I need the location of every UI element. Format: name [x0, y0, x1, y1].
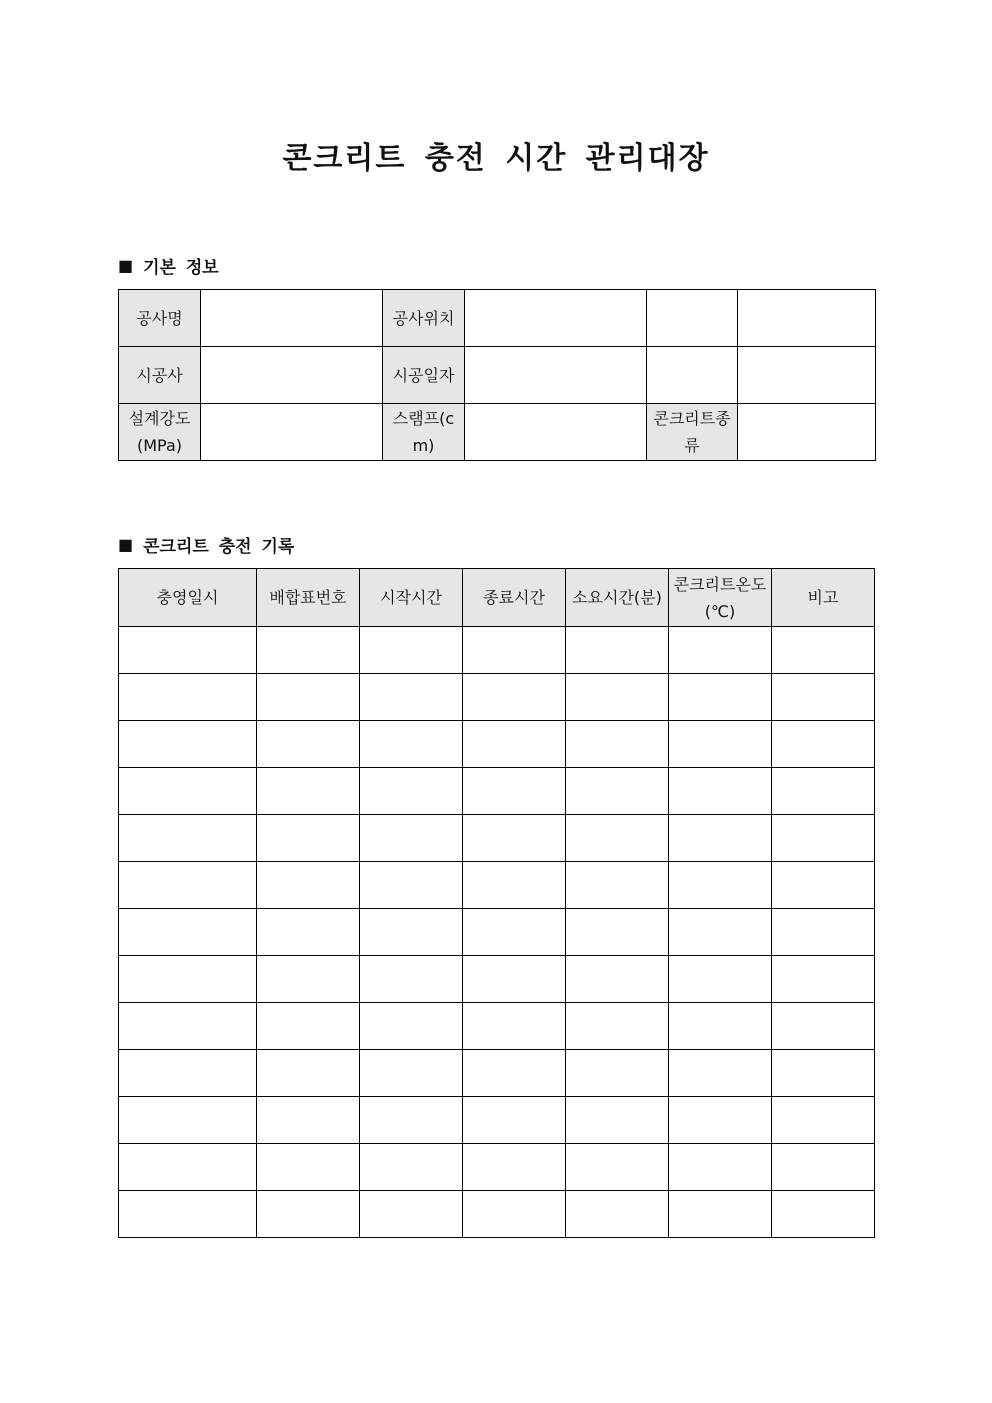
record-cell[interactable] — [257, 768, 360, 815]
record-cell[interactable] — [463, 627, 566, 674]
record-cell[interactable] — [463, 674, 566, 721]
record-cell[interactable] — [119, 1191, 257, 1238]
record-cell[interactable] — [463, 862, 566, 909]
record-cell[interactable] — [463, 1003, 566, 1050]
info-label: 설계강도(MPa) — [119, 404, 201, 461]
record-cell[interactable] — [772, 815, 875, 862]
record-cell[interactable] — [119, 956, 257, 1003]
record-cell[interactable] — [257, 909, 360, 956]
record-cell[interactable] — [119, 1003, 257, 1050]
info-value-field[interactable] — [738, 404, 876, 461]
record-cell[interactable] — [669, 1191, 772, 1238]
record-cell[interactable] — [669, 1050, 772, 1097]
record-cell[interactable] — [566, 627, 669, 674]
basic-info-table — [118, 289, 876, 461]
record-cell[interactable] — [360, 1050, 463, 1097]
column-header: 소요시간(분) — [566, 569, 669, 627]
table-row — [119, 1050, 875, 1097]
record-cell[interactable] — [463, 956, 566, 1003]
column-header: 배합표번호 — [257, 569, 360, 627]
column-header: 충영일시 — [119, 569, 257, 627]
section-marker-icon: ■ — [118, 256, 134, 275]
record-cell[interactable] — [119, 674, 257, 721]
record-cell[interactable] — [772, 956, 875, 1003]
record-cell[interactable] — [257, 862, 360, 909]
record-cell[interactable] — [119, 627, 257, 674]
record-cell[interactable] — [669, 956, 772, 1003]
record-cell[interactable] — [463, 1144, 566, 1191]
column-header: 비고 — [772, 569, 875, 627]
records-title: 콘크리트 충전 기록 — [143, 537, 295, 557]
table-row — [119, 768, 875, 815]
record-cell[interactable] — [360, 862, 463, 909]
record-cell[interactable] — [669, 674, 772, 721]
record-cell[interactable] — [360, 721, 463, 768]
column-header: 종료시간 — [463, 569, 566, 627]
record-cell[interactable] — [566, 768, 669, 815]
record-cell[interactable] — [772, 674, 875, 721]
record-cell[interactable] — [257, 674, 360, 721]
record-cell[interactable] — [772, 768, 875, 815]
record-cell[interactable] — [119, 768, 257, 815]
record-cell[interactable] — [360, 815, 463, 862]
column-header: 시작시간 — [360, 569, 463, 627]
record-cell[interactable] — [360, 768, 463, 815]
basic-info-title: 기본 정보 — [143, 258, 219, 278]
record-cell[interactable] — [119, 862, 257, 909]
record-cell[interactable] — [566, 815, 669, 862]
record-cell[interactable] — [360, 627, 463, 674]
record-cell[interactable] — [119, 909, 257, 956]
record-cell[interactable] — [772, 627, 875, 674]
record-cell[interactable] — [463, 721, 566, 768]
record-cell[interactable] — [257, 956, 360, 1003]
record-cell[interactable] — [566, 1097, 669, 1144]
column-header: 콘크리트온도(℃) — [669, 569, 772, 627]
record-cell[interactable] — [566, 1191, 669, 1238]
record-cell[interactable] — [566, 674, 669, 721]
record-cell[interactable] — [360, 1097, 463, 1144]
table-row — [119, 862, 875, 909]
info-value-field[interactable] — [465, 347, 647, 404]
record-cell[interactable] — [257, 721, 360, 768]
info-label: 시공사 — [119, 347, 201, 404]
info-value-field[interactable] — [738, 290, 876, 347]
document-title: 콘크리트 충전 시간 관리대장 — [282, 141, 710, 176]
record-cell[interactable] — [463, 815, 566, 862]
info-value-field[interactable] — [201, 290, 383, 347]
info-label: 콘크리트종류 — [647, 404, 738, 461]
table-row — [119, 956, 875, 1003]
table-row — [119, 909, 875, 956]
info-value-field[interactable] — [201, 347, 383, 404]
record-cell[interactable] — [463, 1191, 566, 1238]
section-marker-icon: ■ — [118, 535, 134, 554]
info-extra-field[interactable] — [647, 290, 738, 347]
record-cell[interactable] — [360, 1003, 463, 1050]
table-row — [119, 1191, 875, 1238]
record-cell[interactable] — [772, 1144, 875, 1191]
record-cell[interactable] — [669, 862, 772, 909]
table-row — [119, 815, 875, 862]
record-cell[interactable] — [772, 1003, 875, 1050]
record-cell[interactable] — [772, 862, 875, 909]
record-cell[interactable] — [772, 1050, 875, 1097]
record-cell[interactable] — [463, 1097, 566, 1144]
record-cell[interactable] — [772, 1191, 875, 1238]
record-cell[interactable] — [463, 768, 566, 815]
table-row — [119, 721, 875, 768]
info-label: 공사위치 — [383, 290, 465, 347]
record-cell[interactable] — [257, 627, 360, 674]
table-row — [119, 674, 875, 721]
table-row — [119, 627, 875, 674]
info-row — [119, 347, 876, 404]
record-cell[interactable] — [119, 1097, 257, 1144]
info-extra-field[interactable] — [647, 347, 738, 404]
record-cell[interactable] — [669, 815, 772, 862]
table-row — [119, 1003, 875, 1050]
record-cell[interactable] — [772, 721, 875, 768]
record-cell[interactable] — [566, 721, 669, 768]
record-cell[interactable] — [463, 909, 566, 956]
info-label: 시공일자 — [383, 347, 465, 404]
records-table — [118, 568, 875, 1238]
record-cell[interactable] — [257, 1097, 360, 1144]
record-cell[interactable] — [566, 1144, 669, 1191]
records-header-row — [119, 569, 875, 627]
info-label: 공사명 — [119, 290, 201, 347]
info-value-field[interactable] — [465, 404, 647, 461]
record-cell[interactable] — [669, 1144, 772, 1191]
record-cell[interactable] — [772, 909, 875, 956]
record-cell[interactable] — [360, 956, 463, 1003]
table-row — [119, 1144, 875, 1191]
record-cell[interactable] — [772, 1097, 875, 1144]
info-label: 스램프(cm) — [383, 404, 465, 461]
record-cell[interactable] — [669, 768, 772, 815]
record-cell[interactable] — [119, 1050, 257, 1097]
record-cell[interactable] — [566, 956, 669, 1003]
record-cell[interactable] — [463, 1050, 566, 1097]
record-cell[interactable] — [257, 815, 360, 862]
record-cell[interactable] — [669, 1003, 772, 1050]
record-cell[interactable] — [257, 1191, 360, 1238]
basic-info-heading — [118, 253, 219, 278]
record-cell[interactable] — [566, 1003, 669, 1050]
record-cell[interactable] — [360, 1144, 463, 1191]
info-row — [119, 404, 876, 461]
record-cell[interactable] — [669, 721, 772, 768]
records-heading — [118, 532, 294, 557]
info-value-field[interactable] — [738, 347, 876, 404]
record-cell[interactable] — [669, 627, 772, 674]
info-row — [119, 290, 876, 347]
record-cell[interactable] — [257, 1050, 360, 1097]
record-cell[interactable] — [669, 909, 772, 956]
record-cell[interactable] — [360, 909, 463, 956]
table-row — [119, 1097, 875, 1144]
record-cell[interactable] — [119, 815, 257, 862]
info-value-field[interactable] — [201, 404, 383, 461]
info-value-field[interactable] — [465, 290, 647, 347]
record-cell[interactable] — [119, 1144, 257, 1191]
record-cell[interactable] — [360, 1191, 463, 1238]
record-cell[interactable] — [566, 1050, 669, 1097]
record-cell[interactable] — [566, 909, 669, 956]
record-cell[interactable] — [360, 674, 463, 721]
record-cell[interactable] — [257, 1003, 360, 1050]
record-cell[interactable] — [119, 721, 257, 768]
record-cell[interactable] — [669, 1097, 772, 1144]
record-cell[interactable] — [566, 862, 669, 909]
record-cell[interactable] — [257, 1144, 360, 1191]
